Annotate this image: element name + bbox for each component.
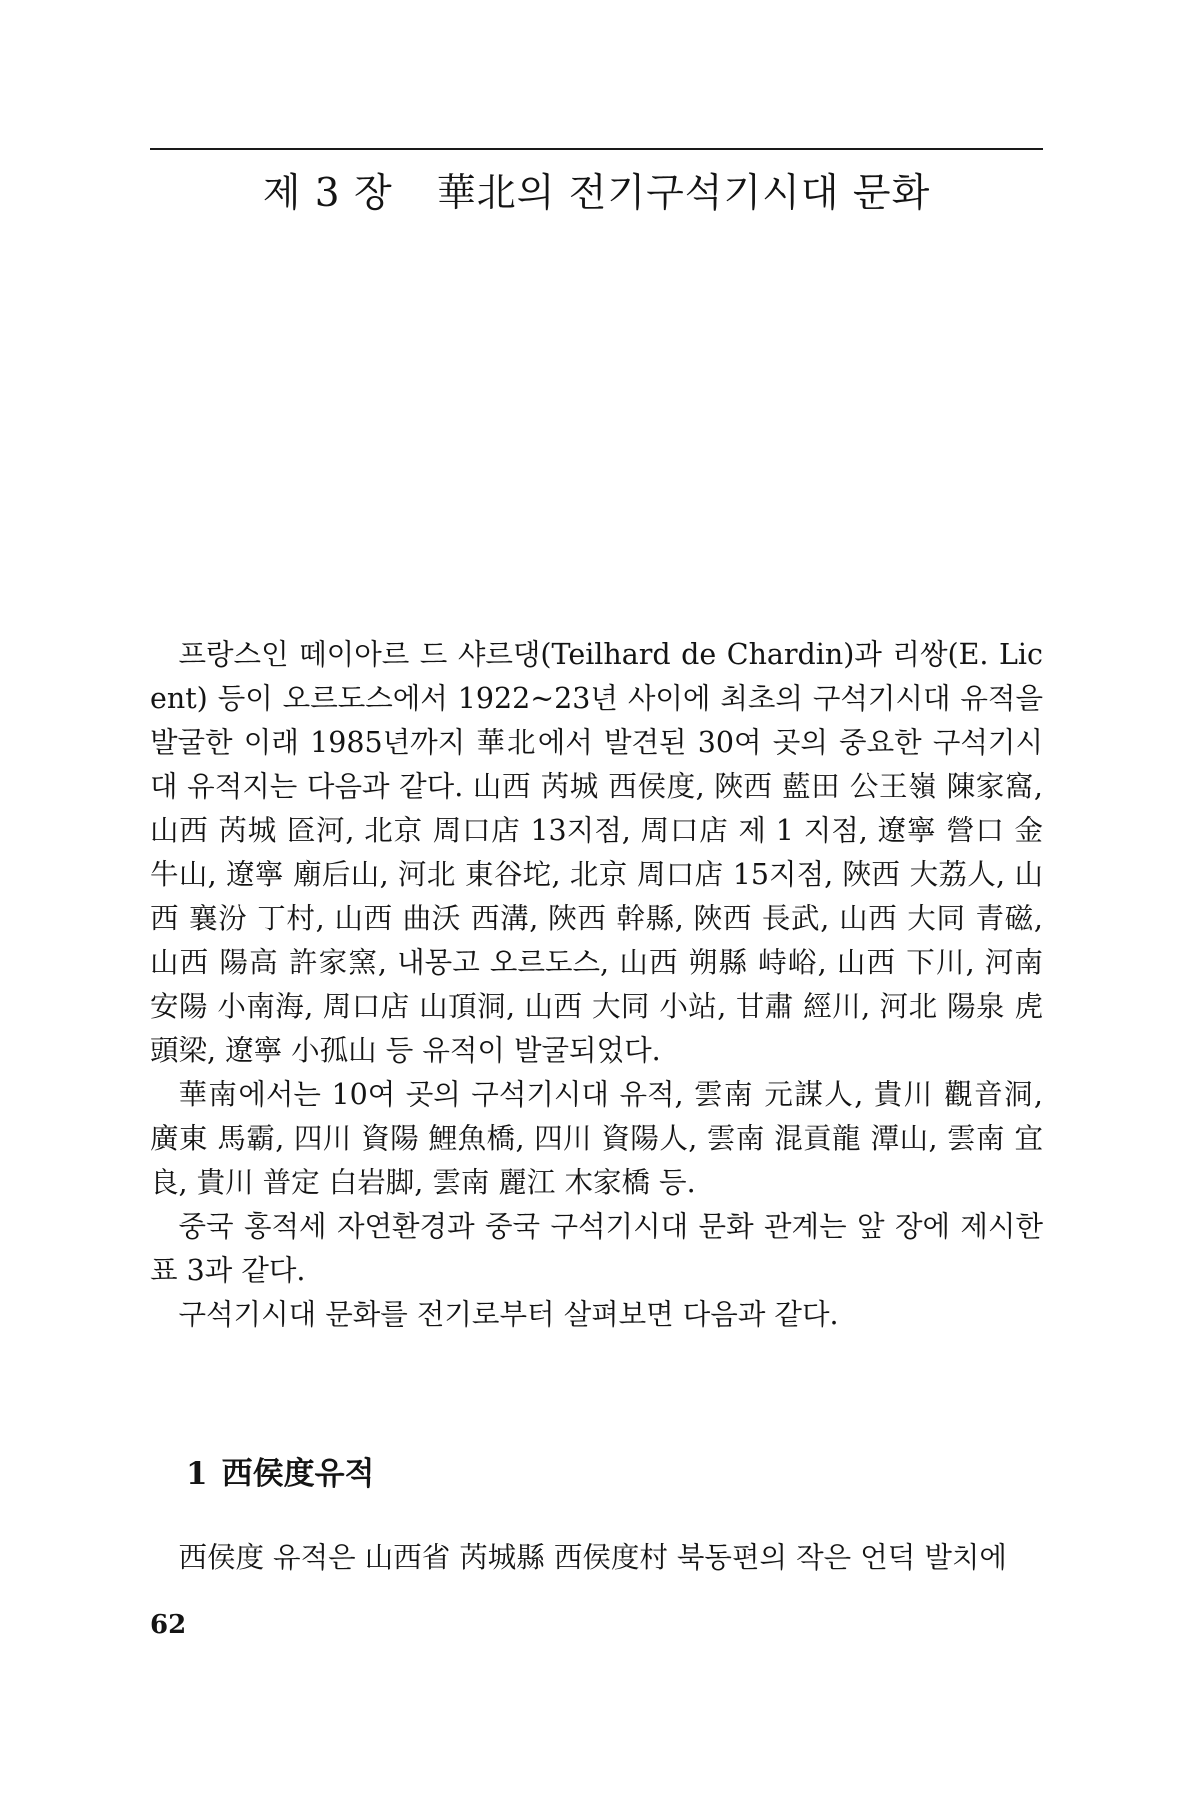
chapter-title-text: 華北의 전기구석기시대 문화 <box>436 171 931 216</box>
paragraph-3: 중국 홍적세 자연환경과 중국 구석기시대 문화 관계는 앞 장에 제시한 표 3과 같다. <box>150 1210 1043 1287</box>
body-text <box>150 633 1043 1337</box>
section-title: 西侯度유적 <box>221 1456 375 1492</box>
section-heading <box>186 1448 374 1493</box>
section-paragraph: 西侯度 유적은 山西省 芮城縣 西侯度村 북동편의 작은 언덕 발치에 <box>178 1541 1007 1574</box>
paragraph-2: 華南에서는 10여 곳의 구석기시대 유적, 雲南 元謀人, 貴川 觀音洞, 廣東 馬霸, 四川 資陽 鯉魚橋, 四川 資陽人, 雲南 混貢龍 潭山, 雲南 宜良, 貴川 普定 白岩脚, 雲南 麗江 木家橋 등. <box>150 1078 1043 1199</box>
paragraph-4: 구석기시대 문화를 전기로부터 살펴보면 다음과 같다. <box>178 1298 839 1331</box>
chapter-number: 제 3 장 <box>262 171 393 216</box>
paragraph-1: 프랑스인 떼이아르 드 샤르댕(Teilhard de Chardin)과 리쌍(E. Licent) 등이 오르도스에서 1922~23년 사이에 최초의 구석기시대 유적을 발굴한 이래 1985년까지 華北에서 발견된 30여 곳의 중요한 구석기시대 유적지는 다음과 같다. 山西 芮城 西侯度, 陜西 藍田 公王嶺 陳家窩, 山西 芮城 匼河, 北京 周口店 13지점, 周口店 제 1 지점, 遼寧 營口 金牛山, 遼寧 廟后山, 河北 東谷坨, 北京 周口店 15지점, 陜西 大荔人, 山西 襄汾 丁村, 山西 曲沃 西溝, 陜西 幹縣, 陜西 長武, 山西 大同 青磁, 山西 陽高 許家窯, 내몽고 오르도스, 山西 朔縣 峙峪, 山西 下川, 河南 安陽 小南海, 周口店 山頂洞, 山西 大同 小站, 甘肅 經川, 河北 陽泉 虎頭梁, 遼寧 小孤山 등 유적이 발굴되었다. <box>150 638 1043 1067</box>
page-number: 62 <box>150 1610 187 1640</box>
section-number: 1 <box>186 1456 208 1492</box>
top-rule <box>150 148 1043 150</box>
chapter-title <box>150 162 1043 218</box>
